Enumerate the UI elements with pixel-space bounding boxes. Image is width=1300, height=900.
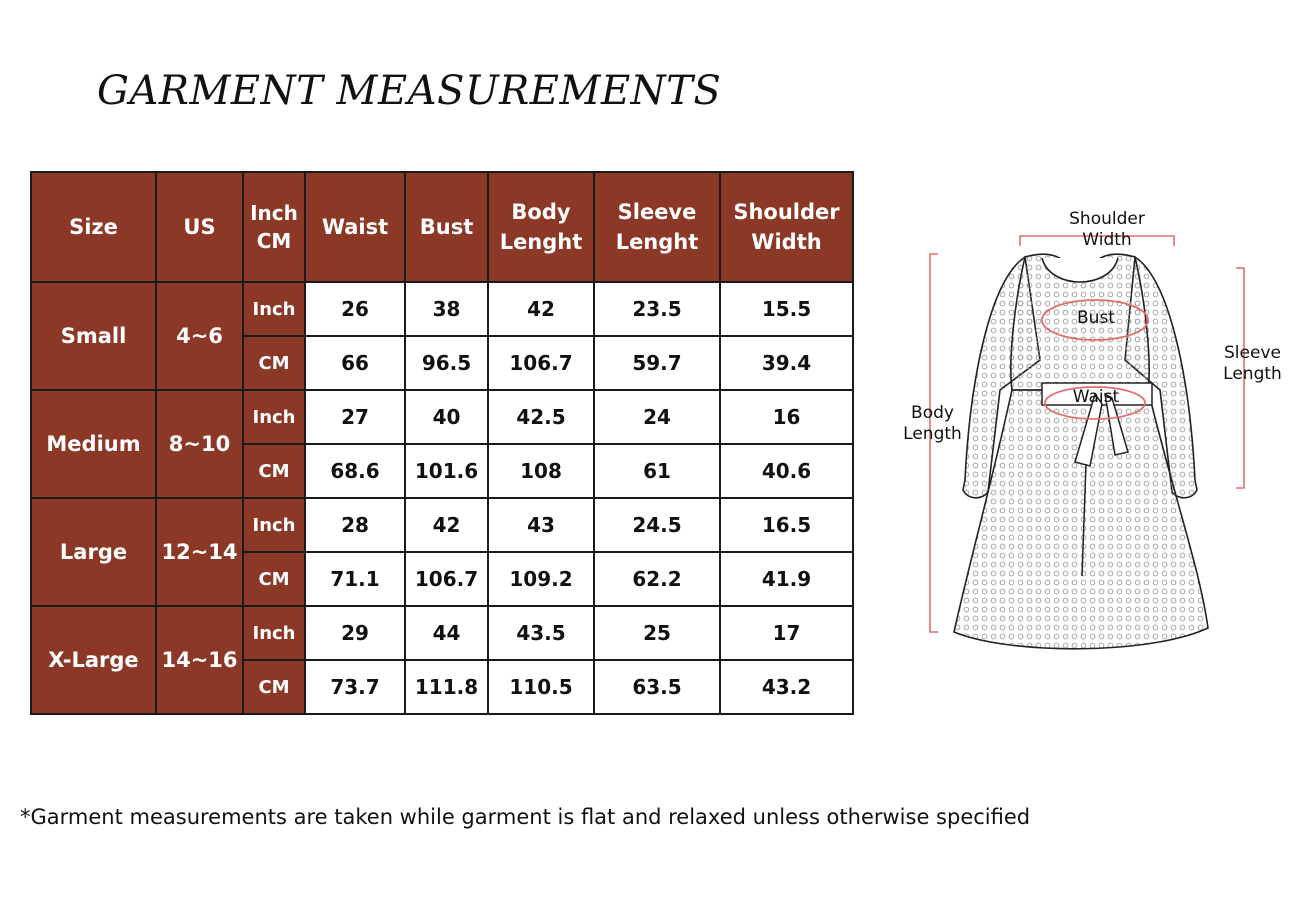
waist-cell: 27: [305, 390, 405, 444]
shoulder-width-cell: 15.5: [720, 282, 853, 336]
bust-cell: 111.8: [405, 660, 488, 714]
size-cell: Small: [31, 282, 156, 390]
label-body-line1: Body: [911, 403, 954, 423]
us-size-cell: 4~6: [156, 282, 243, 390]
size-cell: Large: [31, 498, 156, 606]
page-title: GARMENT MEASUREMENTS: [97, 68, 722, 114]
label-waist: Waist: [1072, 387, 1120, 407]
body-length-cell: 106.7: [488, 336, 594, 390]
waist-cell: 26: [305, 282, 405, 336]
table-row: [31, 282, 853, 336]
header-row: [31, 172, 853, 282]
unit-cell: Inch: [243, 390, 305, 444]
label-shoulder-line1: Shoulder: [1069, 209, 1145, 229]
header-unit-cm: CM: [256, 229, 292, 253]
bust-cell: 106.7: [405, 552, 488, 606]
waist-cell: 28: [305, 498, 405, 552]
unit-cell: CM: [243, 660, 305, 714]
header-sleeve-line1: Sleeve: [617, 200, 697, 224]
bust-cell: 38: [405, 282, 488, 336]
us-size-cell: 8~10: [156, 390, 243, 498]
header-size: Size: [31, 172, 156, 282]
sleeve-length-cell: 59.7: [594, 336, 720, 390]
label-shoulder-line2: Width: [1082, 230, 1132, 250]
sleeve-length-cell: 24.5: [594, 498, 720, 552]
sleeve-length-cell: 25: [594, 606, 720, 660]
unit-cell: Inch: [243, 606, 305, 660]
header-sleeve-line2: Lenght: [615, 230, 699, 254]
shoulder-width-cell: 17: [720, 606, 853, 660]
header-shoulder-line1: Shoulder: [733, 200, 840, 224]
footnote: *Garment measurements are taken while garment is flat and relaxed unless otherwise specified: [20, 805, 1031, 829]
sleeve-length-cell: 24: [594, 390, 720, 444]
shoulder-width-cell: 16: [720, 390, 853, 444]
sleeve-length-cell: 62.2: [594, 552, 720, 606]
shoulder-width-cell: 40.6: [720, 444, 853, 498]
unit-cell: CM: [243, 552, 305, 606]
header-waist: Waist: [305, 172, 405, 282]
waist-cell: 68.6: [305, 444, 405, 498]
label-bust: Bust: [1077, 308, 1115, 328]
body-length-cell: 43: [488, 498, 594, 552]
waist-cell: 71.1: [305, 552, 405, 606]
label-sleeve-line1: Sleeve: [1224, 343, 1281, 363]
size-cell: Medium: [31, 390, 156, 498]
waist-cell: 29: [305, 606, 405, 660]
shoulder-width-cell: 41.9: [720, 552, 853, 606]
body-length-cell: 108: [488, 444, 594, 498]
label-shoulder-width: [1052, 209, 1162, 251]
unit-cell: Inch: [243, 282, 305, 336]
table-row: [31, 390, 853, 444]
bust-cell: 42: [405, 498, 488, 552]
size-chart-table: [30, 171, 854, 715]
shoulder-width-cell: 16.5: [720, 498, 853, 552]
label-body-length: [895, 403, 970, 445]
size-cell: X-Large: [31, 606, 156, 714]
dress-diagram: [890, 200, 1290, 660]
sleeve-length-cell: 63.5: [594, 660, 720, 714]
bust-cell: 96.5: [405, 336, 488, 390]
label-body-line2: Length: [903, 424, 962, 444]
unit-cell: CM: [243, 444, 305, 498]
waist-cell: 66: [305, 336, 405, 390]
header-unit: [243, 172, 305, 282]
table-row: [31, 606, 853, 660]
table-row: [31, 498, 853, 552]
header-bust: Bust: [405, 172, 488, 282]
bust-cell: 101.6: [405, 444, 488, 498]
us-size-cell: 12~14: [156, 498, 243, 606]
sleeve-length-cell: 23.5: [594, 282, 720, 336]
body-length-cell: 109.2: [488, 552, 594, 606]
header-shoulder-line2: Width: [751, 230, 822, 254]
header-body-line2: Lenght: [499, 230, 583, 254]
us-size-cell: 14~16: [156, 606, 243, 714]
header-body-length: [488, 172, 594, 282]
shoulder-width-cell: 39.4: [720, 336, 853, 390]
body-length-cell: 42: [488, 282, 594, 336]
body-length-cell: 43.5: [488, 606, 594, 660]
header-unit-inch: Inch: [250, 201, 298, 225]
shoulder-width-cell: 43.2: [720, 660, 853, 714]
header-sleeve-length: [594, 172, 720, 282]
body-length-cell: 42.5: [488, 390, 594, 444]
body-length-cell: 110.5: [488, 660, 594, 714]
label-sleeve-line2: Length: [1223, 364, 1282, 384]
header-us: US: [156, 172, 243, 282]
label-sleeve-length: [1215, 343, 1290, 385]
sleeve-length-cell: 61: [594, 444, 720, 498]
bust-cell: 44: [405, 606, 488, 660]
unit-cell: CM: [243, 336, 305, 390]
bust-cell: 40: [405, 390, 488, 444]
header-shoulder-width: [720, 172, 853, 282]
unit-cell: Inch: [243, 498, 305, 552]
waist-cell: 73.7: [305, 660, 405, 714]
header-body-line1: Body: [511, 200, 571, 224]
